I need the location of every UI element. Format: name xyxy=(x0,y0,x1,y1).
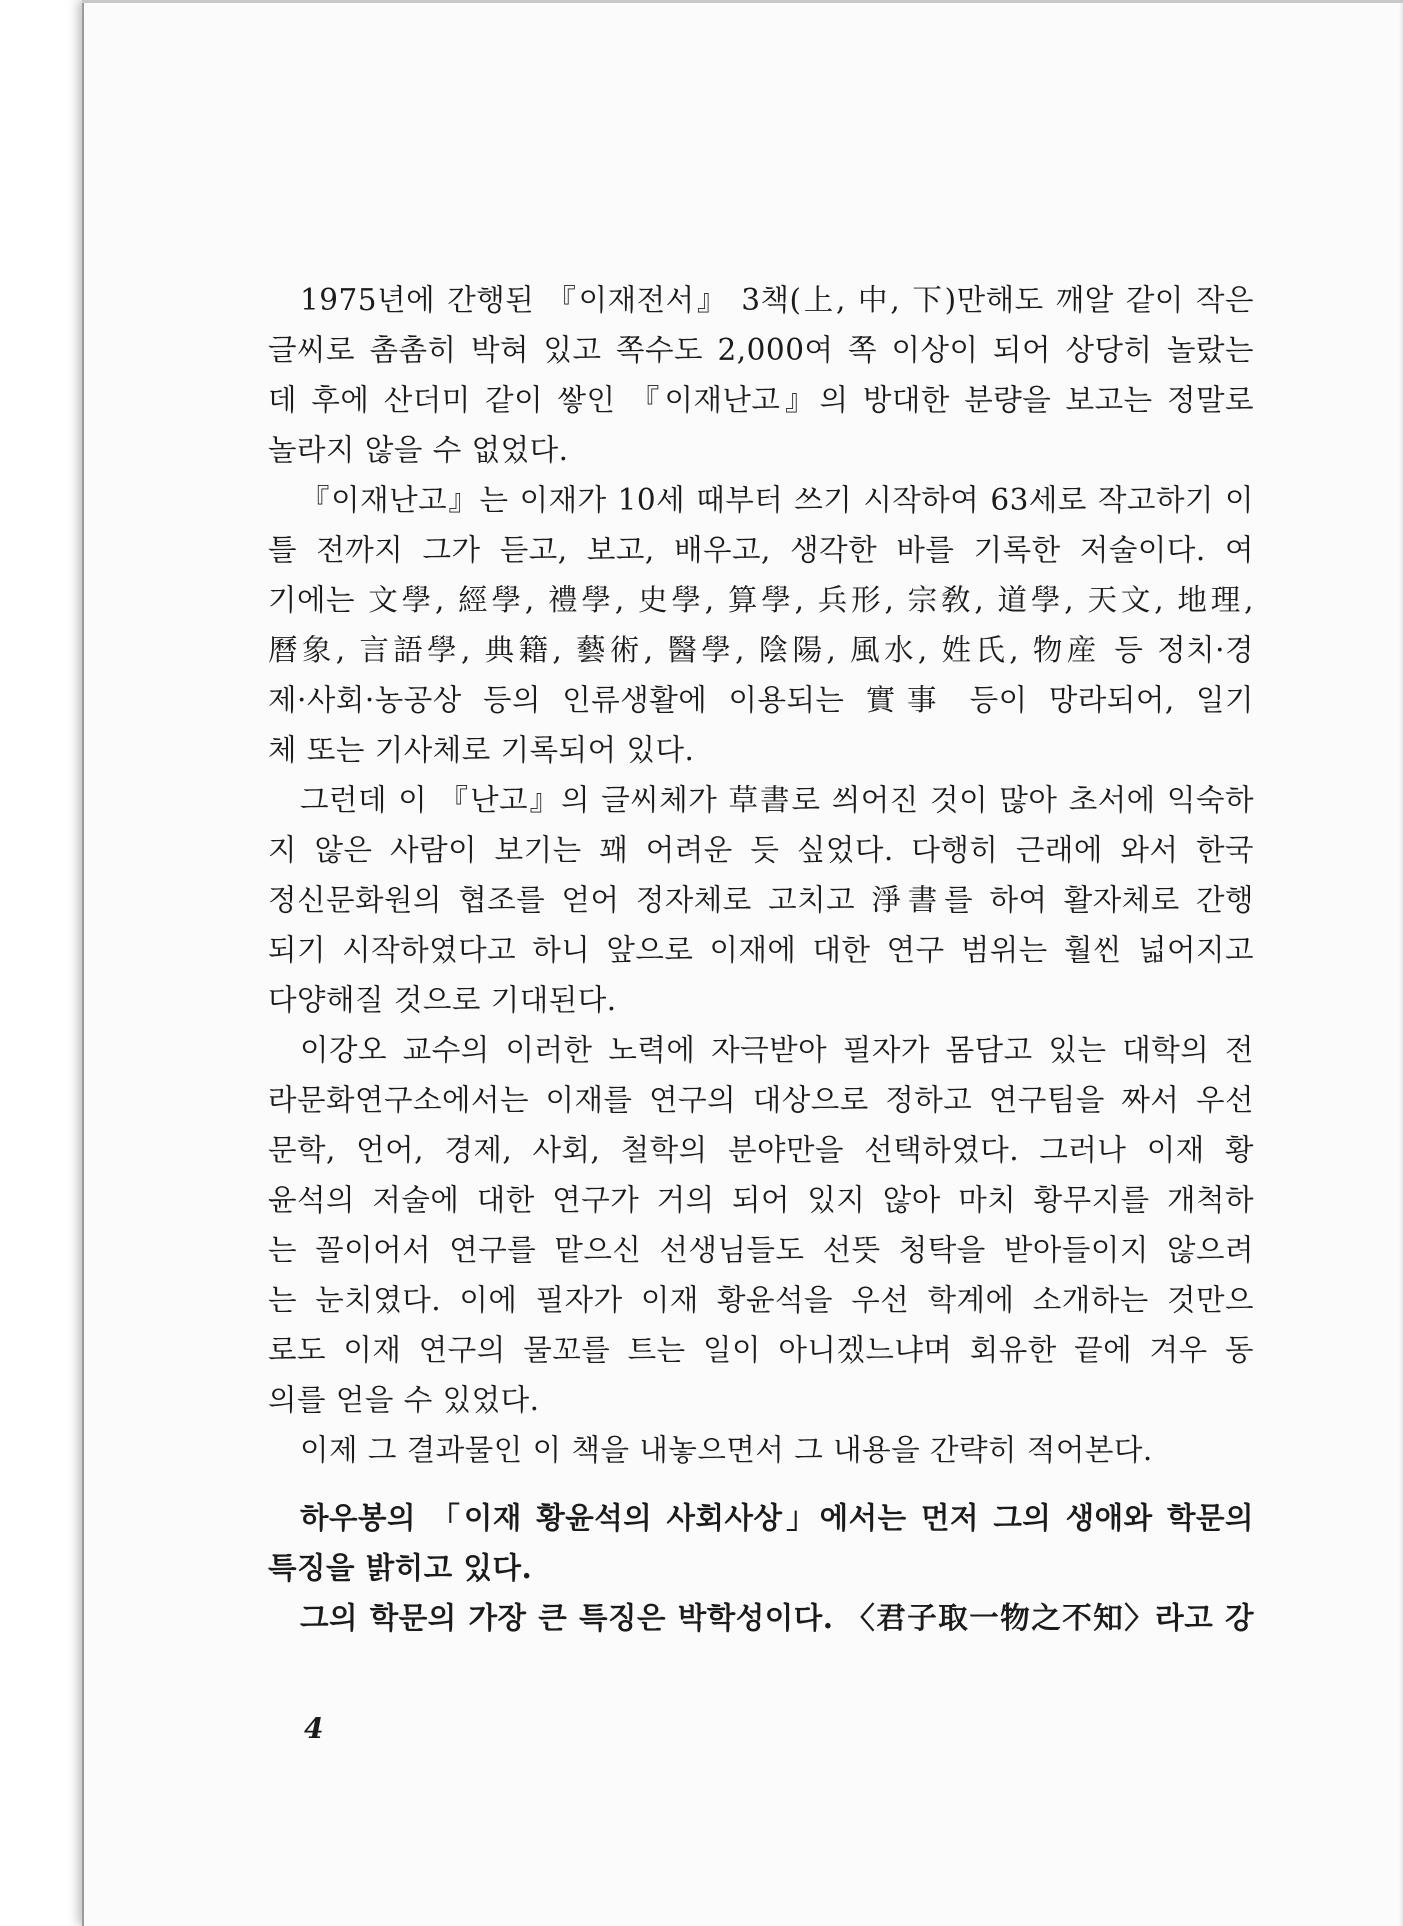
text-line: 하우봉의 「이재 황윤석의 사회사상」에서는 먼저 그의 생애와 학문의 xyxy=(300,1500,1254,1535)
text-line: 로도 이재 연구의 물꼬를 트는 일이 아니겠느냐며 회유한 끝에 겨우 동 xyxy=(268,1333,1254,1367)
paragraph-gap xyxy=(268,1475,1254,1493)
text-line: 라문화연구소에서는 이재를 연구의 대상으로 정하고 연구팀을 짜서 우선 xyxy=(268,1083,1254,1117)
text-line: 정신문화원의 협조를 얻어 정자체로 고치고 淨書를 하여 활자체로 간행 xyxy=(268,883,1254,917)
text-line: 제·사회·농공상 등의 인류생활에 이용되는 實事 등이 망라되어, 일기 xyxy=(268,683,1254,717)
text-line: 윤석의 저술에 대한 연구가 거의 되어 있지 않아 마치 황무지를 개척하 xyxy=(268,1183,1254,1217)
page-number: 4 xyxy=(304,1712,324,1745)
text-line: 틀 전까지 그가 듣고, 보고, 배우고, 생각한 바를 기록한 저술이다. 여 xyxy=(268,533,1254,567)
text-line: 1975년에 간행된 『이재전서』 3책(上, 中, 下)만해도 깨알 같이 작은 xyxy=(300,283,1254,317)
text-line: 체 또는 기사체로 기록되어 있다. xyxy=(268,733,695,767)
text-line: 曆象, 言語學, 典籍, 藝術, 醫學, 陰陽, 風水, 姓氏, 物産 등 정치·경 xyxy=(268,633,1254,667)
text-line: 그런데 이 『난고』의 글씨체가 草書로 씌어진 것이 많아 초서에 익숙하 xyxy=(300,783,1254,817)
text-line: 이강오 교수의 이러한 노력에 자극받아 필자가 몸담고 있는 대학의 전 xyxy=(300,1033,1254,1067)
text-line: 데 후에 산더미 같이 쌓인 『이재난고』의 방대한 분량을 보고는 정말로 xyxy=(268,383,1254,417)
text-line: 『이재난고』는 이재가 10세 때부터 쓰기 시작하여 63세로 작고하기 이 xyxy=(300,483,1254,517)
text-line: 그의 학문의 가장 큰 특징은 박학성이다. 〈君子取一物之不知〉라고 강 xyxy=(300,1600,1254,1635)
text-line: 문학, 언어, 경제, 사회, 철학의 분야만을 선택하였다. 그러나 이재 황 xyxy=(268,1133,1254,1167)
text-line: 의를 얻을 수 있었다. xyxy=(268,1383,540,1417)
text-line: 글씨로 촘촘히 박혀 있고 쪽수도 2,000여 쪽 이상이 되어 상당히 놀랐는 xyxy=(268,333,1254,367)
text-line: 이제 그 결과물인 이 책을 내놓으면서 그 내용을 간략히 적어본다. xyxy=(300,1433,1153,1467)
text-line: 되기 시작하였다고 하니 앞으로 이재에 대한 연구 범위는 훨씬 넓어지고 xyxy=(268,933,1254,967)
text-line: 는 꼴이어서 연구를 맡으신 선생님들도 선뜻 청탁을 받아들이지 않으려 xyxy=(268,1233,1254,1267)
text-line: 지 않은 사람이 보기는 꽤 어려운 듯 싶었다. 다행히 근래에 와서 한국 xyxy=(268,833,1254,867)
text-line: 기에는 文學, 經學, 禮學, 史學, 算學, 兵形, 宗敎, 道學, 天文, 地理, xyxy=(268,583,1254,617)
text-line: 는 눈치였다. 이에 필자가 이재 황윤석을 우선 학계에 소개하는 것만으 xyxy=(268,1283,1254,1317)
body-text xyxy=(268,275,1254,1643)
text-line: 다양해질 것으로 기대된다. xyxy=(268,983,617,1017)
text-line: 놀라지 않을 수 없었다. xyxy=(268,433,569,467)
text-line: 특징을 밝히고 있다. xyxy=(268,1550,533,1585)
page-top-edge xyxy=(82,0,1403,3)
